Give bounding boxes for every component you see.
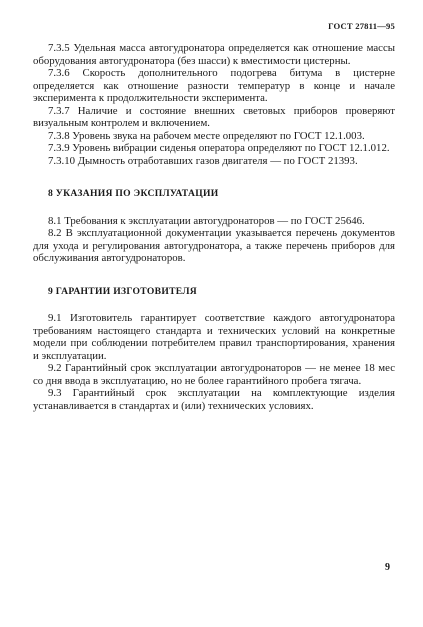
page-body [33, 42, 395, 412]
section-spacer [33, 201, 395, 215]
paragraph-7-3-9: 7.3.9 Уровень вибрации сиденья оператора определяют по ГОСТ 12.1.012. [48, 142, 390, 154]
paragraph-9-2: 9.2 Гарантийный срок эксплуатации автогудронаторов — не менее 18 мес со дня ввода в эксплуатацию, но не более гарантийного пробега тягача. [33, 362, 395, 387]
paragraph-7-3-5: 7.3.5 Удельная масса автогудронатора определяется как отношение массы оборудования автогудронатора (без шасси) к вместимости цистерны. [33, 42, 395, 67]
paragraph-7-3-10: 7.3.10 Дымность отработавших газов двигателя — по ГОСТ 21393. [48, 154, 358, 167]
section-spacer [33, 167, 395, 188]
paragraph-9-1: 9.1 Изготовитель гарантирует соответствие каждого автогудронатора требованиям настоящего стандарта и технических условий на конкретные модели при соблюдении потребителем правил транспортирования, хранения и эксплуатации. [33, 312, 395, 362]
paragraph-8-2: 8.2 В эксплуатационной документации указывается перечень документов для ухода и регулирования автогудронатора, а также перечень приборов для обслуживания автогудронаторов. [33, 227, 395, 264]
page-header-standard: ГОСТ 27811—95 [328, 21, 395, 31]
paragraph-9-3: 9.3 Гарантийный срок эксплуатации на комплектующие изделия устанавливается в стандартах и (или) технических условиях. [33, 387, 395, 412]
paragraph-7-3-7: 7.3.7 Наличие и состояние внешних световых приборов проверяют визуальным контролем и включением. [33, 104, 395, 129]
page-number: 9 [385, 562, 390, 573]
section-spacer [33, 265, 395, 286]
paragraph-8-1: 8.1 Требования к эксплуатации автогудронаторов — по ГОСТ 25646. [48, 214, 365, 227]
paragraph-7-3-8: 7.3.8 Уровень звука на рабочем месте определяют по ГОСТ 12.1.003. [48, 129, 365, 142]
paragraph-7-3-6: 7.3.6 Скорость дополнительного подогрева битума в цистерне определяется как отношение разности температур в конце и начале эксперимента к продолжительности эксперимента. [33, 67, 395, 104]
section-heading-9: 9 ГАРАНТИИ ИЗГОТОВИТЕЛЯ [48, 285, 198, 297]
section-heading-8: 8 УКАЗАНИЯ ПО ЭКСПЛУАТАЦИИ [48, 188, 219, 199]
section-spacer [33, 298, 395, 312]
